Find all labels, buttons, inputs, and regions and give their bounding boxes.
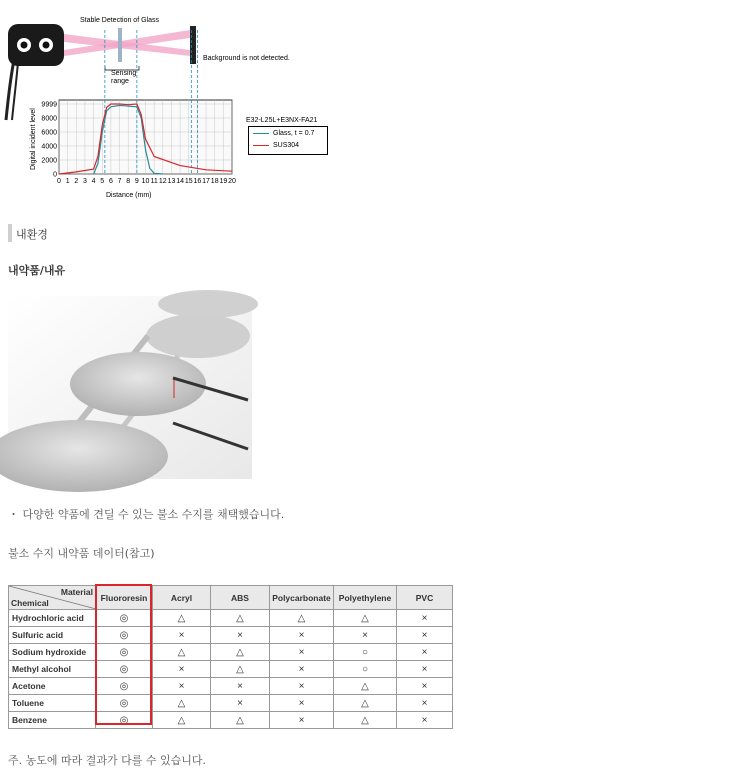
- resistance-rating-cell: △: [211, 644, 270, 661]
- stable-detection-label: Stable Detection of Glass: [80, 17, 159, 24]
- x-tick-label: 11: [150, 178, 158, 185]
- resistance-rating-cell: ×: [270, 644, 334, 661]
- model-label: E32-L25L+E3NX-FA21: [246, 117, 318, 124]
- y-tick-label: 4000: [41, 143, 57, 151]
- table-corner-cell: [9, 586, 96, 610]
- table-row: [9, 695, 453, 712]
- x-tick-label: 5: [100, 178, 105, 185]
- legend-label-sus304: SUS304: [273, 142, 300, 149]
- legend-item-sus304: [253, 142, 299, 149]
- column-header: Acryl: [153, 586, 211, 610]
- legend-label-glass: Glass, t = 0.7: [273, 130, 315, 137]
- x-tick-label: 14: [176, 178, 184, 185]
- chemical-resistance-table: [8, 585, 453, 729]
- background-plate: [190, 26, 196, 64]
- y-tick-label: 2000: [41, 157, 57, 165]
- table-row: [9, 661, 453, 678]
- y-tick-label: 8000: [41, 115, 57, 123]
- x-tick-label: 1: [65, 178, 70, 185]
- resistance-rating-cell: △: [153, 610, 211, 627]
- resistance-rating-cell: ×: [397, 644, 453, 661]
- y-axis-label: Digital incident level: [30, 108, 37, 170]
- resistance-rating-cell: ×: [270, 695, 334, 712]
- resistance-rating-cell: △: [334, 610, 397, 627]
- x-tick-label: 15: [184, 178, 193, 185]
- legend-line-sus304: [253, 145, 269, 146]
- x-tick-label: 3: [82, 178, 87, 185]
- sensor-head-icon: [8, 24, 64, 66]
- column-header: PVC: [397, 586, 453, 610]
- resistance-rating-cell: △: [334, 712, 397, 729]
- x-tick-label: 6: [108, 178, 113, 185]
- resistance-rating-cell: ◎: [96, 644, 153, 661]
- range-label: range: [111, 78, 129, 85]
- resistance-rating-cell: ×: [397, 678, 453, 695]
- y-tick-label: 6000: [41, 129, 57, 137]
- x-tick-label: 18: [210, 178, 219, 185]
- chemical-name-cell: Benzene: [9, 712, 96, 729]
- subsection-title: 내약품/내유: [8, 264, 66, 277]
- x-tick-label: 2: [74, 178, 79, 185]
- resistance-rating-cell: ×: [211, 695, 270, 712]
- table-row: [9, 610, 453, 627]
- resistance-rating-cell: ◎: [96, 712, 153, 729]
- resistance-rating-cell: ◎: [96, 627, 153, 644]
- section-title: 내환경: [16, 228, 48, 241]
- sensing-label: Sensing: [111, 70, 137, 77]
- legend-line-glass: [253, 133, 269, 134]
- resistance-rating-cell: △: [153, 712, 211, 729]
- y-tick-label: 0: [53, 171, 57, 179]
- glass-plate: [118, 28, 122, 62]
- resistance-rating-cell: △: [153, 695, 211, 712]
- x-tick-label: 7: [117, 178, 122, 185]
- resistance-rating-cell: ×: [270, 661, 334, 678]
- x-tick-label: 17: [202, 178, 210, 185]
- x-tick-label: 16: [193, 178, 202, 185]
- resistance-rating-cell: ×: [334, 627, 397, 644]
- resistance-rating-cell: ×: [397, 695, 453, 712]
- chemical-name-cell: Methyl alcohol: [9, 661, 96, 678]
- resistance-rating-cell: ×: [397, 610, 453, 627]
- resistance-rating-cell: ◎: [96, 678, 153, 695]
- corner-chemical-label: Chemical: [11, 598, 49, 608]
- corner-material-label: Material: [60, 587, 93, 597]
- x-tick-label: 10: [141, 178, 150, 185]
- x-tick-label: 13: [167, 178, 176, 185]
- column-header: Fluororesin: [96, 586, 153, 610]
- chemical-name-cell: Toluene: [9, 695, 96, 712]
- legend-item-glass: [253, 130, 314, 137]
- resistance-rating-cell: ×: [153, 678, 211, 695]
- column-header: ABS: [211, 586, 270, 610]
- footnote: 주. 농도에 따라 결과가 다를 수 있습니다.: [8, 754, 206, 767]
- background-label: Background is not detected.: [203, 55, 290, 62]
- resistance-rating-cell: ×: [397, 627, 453, 644]
- resistance-rating-cell: △: [153, 644, 211, 661]
- x-tick-label: 12: [158, 178, 167, 185]
- x-tick-label: 9: [134, 178, 139, 185]
- resistance-rating-cell: △: [334, 695, 397, 712]
- table-row: [9, 627, 453, 644]
- resistance-rating-cell: ◎: [96, 610, 153, 627]
- table-caption: 불소 수지 내약품 데이터(참고): [8, 547, 155, 560]
- x-tick-label: 0: [57, 178, 61, 185]
- chemical-name-cell: Sulfuric acid: [9, 627, 96, 644]
- resistance-rating-cell: ×: [397, 661, 453, 678]
- x-tick-label: 4: [91, 178, 96, 185]
- x-tick-label: 20: [228, 178, 236, 185]
- x-tick-label: 19: [219, 178, 228, 185]
- resistance-rating-cell: ×: [153, 627, 211, 644]
- resistance-rating-cell: ×: [270, 712, 334, 729]
- x-axis-label: Distance (mm): [106, 192, 152, 199]
- resistance-rating-cell: ×: [153, 661, 211, 678]
- x-tick-label: 8: [126, 178, 131, 185]
- column-header: Polyethylene: [334, 586, 397, 610]
- column-header: Polycarbonate: [270, 586, 334, 610]
- chemical-name-cell: Acetone: [9, 678, 96, 695]
- sensor-wafer-photo: [8, 296, 252, 479]
- resistance-rating-cell: △: [211, 712, 270, 729]
- chart-legend: [248, 126, 328, 155]
- resistance-rating-cell: ◎: [96, 695, 153, 712]
- table-row: [9, 678, 453, 695]
- resistance-rating-cell: ×: [270, 627, 334, 644]
- y-tick-label: 9999: [41, 101, 57, 109]
- table-header-row: [9, 586, 453, 610]
- resistance-rating-cell: ◎: [96, 661, 153, 678]
- table-row: [9, 644, 453, 661]
- resistance-rating-cell: ×: [270, 678, 334, 695]
- feature-bullet: ・ 다양한 약품에 견딜 수 있는 불소 수지를 채택했습니다.: [8, 508, 285, 521]
- resistance-rating-cell: △: [334, 678, 397, 695]
- chemical-name-cell: Sodium hydroxide: [9, 644, 96, 661]
- resistance-rating-cell: ○: [334, 661, 397, 678]
- chemical-name-cell: Hydrochloric acid: [9, 610, 96, 627]
- resistance-rating-cell: ○: [334, 644, 397, 661]
- resistance-rating-cell: △: [211, 661, 270, 678]
- resistance-rating-cell: ×: [211, 678, 270, 695]
- section-marker: [8, 224, 12, 242]
- resistance-rating-cell: ×: [211, 627, 270, 644]
- resistance-rating-cell: △: [270, 610, 334, 627]
- table-row: [9, 712, 453, 729]
- resistance-rating-cell: ×: [397, 712, 453, 729]
- resistance-rating-cell: △: [211, 610, 270, 627]
